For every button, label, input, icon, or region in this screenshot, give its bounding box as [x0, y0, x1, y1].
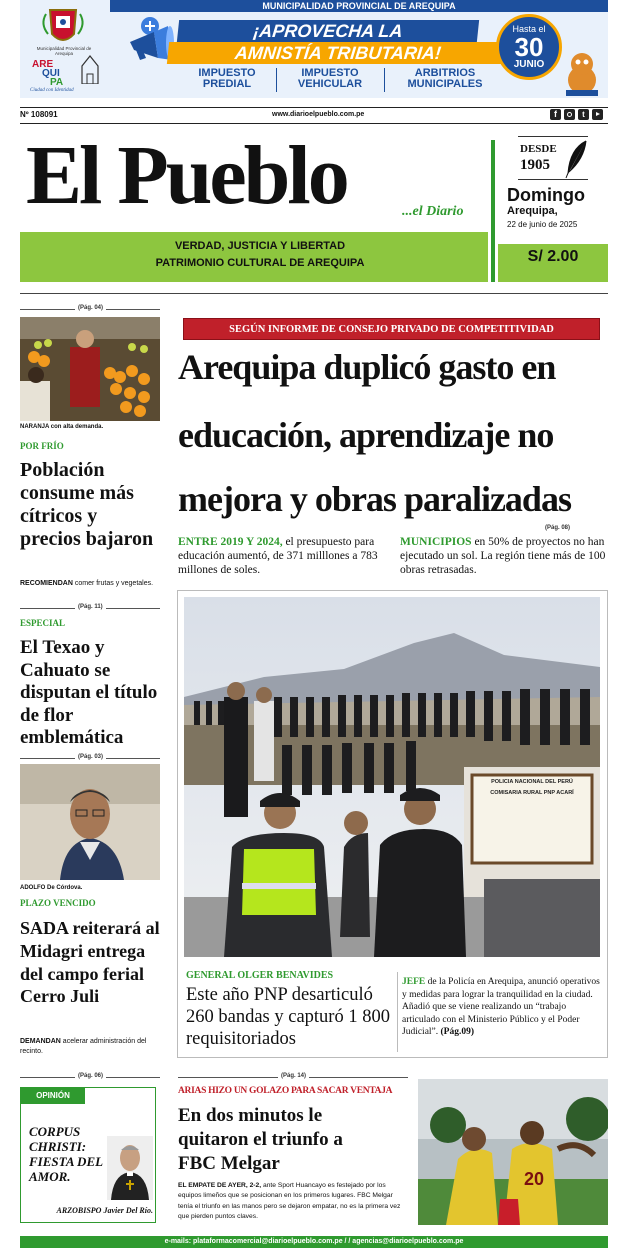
- opinion-box[interactable]: [20, 1087, 156, 1223]
- main-page-ref: (Pág. 08): [542, 525, 573, 531]
- opinion-title: CORPUS CHRISTI: FIESTA DEL AMOR.: [29, 1124, 103, 1184]
- archbishop-photo: [107, 1136, 153, 1200]
- mascot-illustration: [560, 46, 604, 96]
- opinion-author: ARZOBISPO Javier Del Río.: [56, 1206, 153, 1215]
- police-parade-photo[interactable]: [184, 597, 600, 957]
- sports-headline[interactable]: En dos minutos le quitaron el triunfo a FBC Melgar: [178, 1105, 343, 1174]
- story2-headline[interactable]: El Texao y Cahuato se disputan el título de flor emblemática: [20, 637, 158, 748]
- police-text: [402, 976, 602, 1039]
- story3-photo-caption: ADOLFO De Córdova.: [20, 885, 83, 891]
- issue-city: Arequipa,: [507, 205, 558, 217]
- masthead-title: El Pueblo: [26, 129, 347, 222]
- main-headline-line2[interactable]: educación, aprendizaje no: [178, 415, 554, 455]
- heritage-line: PATRIMONIO CULTURAL DE AREQUIPA: [155, 257, 365, 269]
- police-sign-line2: COMISARIA RURAL PNP ACARÍ: [490, 790, 574, 796]
- municipality-logo: [38, 4, 88, 48]
- masthead-subtitle: ...el Diario: [402, 204, 464, 219]
- ad-headline-line1: ¡APROVECHA LA: [177, 20, 479, 42]
- main-col1: [178, 535, 386, 577]
- ad-banner[interactable]: [20, 0, 608, 98]
- ad-item-predial: IMPUESTO PREDIAL: [198, 67, 256, 90]
- story3-kicker: PLAZO VENCIDO: [20, 898, 96, 908]
- fruit-market-photo: [20, 317, 160, 421]
- sports-kicker: ARIAS HIZO UN GOLAZO PARA SACAR VENTAJA: [178, 1086, 393, 1096]
- ad-headline-line2: AMNISTÍA TRIBUTARIA!: [167, 42, 509, 64]
- city-logo-line2: QUI: [42, 68, 60, 79]
- social-icons: [550, 109, 608, 121]
- page-ref-story2: (Pág. 11): [75, 604, 106, 610]
- deadline-prefix: Hasta el: [512, 24, 546, 34]
- police-headline[interactable]: Este año PNP desarticuló 260 bandas y capturó 1 800 requisitoriados: [186, 985, 390, 1049]
- deadline-day: 30: [514, 32, 544, 62]
- page-ref-story3: (Pág. 03): [75, 754, 106, 760]
- main-headline-line1[interactable]: Arequipa duplicó gasto en: [178, 347, 556, 387]
- since-label: DESDE: [520, 143, 557, 155]
- police-kicker: GENERAL OLGER BENAVIDES: [186, 970, 334, 981]
- sports-lead-bold: EL EMPATE DE AYER, 2-2,: [178, 1182, 262, 1189]
- story1-photo-caption: NARANJA con alta demanda.: [20, 424, 104, 430]
- issue-date: 22 de junio de 2025: [507, 220, 578, 229]
- main-col1-bold: ENTRE 2019 Y 2024,: [178, 536, 283, 548]
- municipality-label: MUNICIPALIDAD PROVINCIAL DE AREQUIPA: [110, 0, 608, 12]
- sports-lead: [178, 1181, 408, 1222]
- price: S/ 2.00: [527, 248, 579, 265]
- story1-lead-bold: RECOMIENDAN: [20, 580, 73, 587]
- website-link[interactable]: www.diarioelpueblo.com.pe: [272, 111, 365, 118]
- instagram-icon[interactable]: [564, 109, 575, 120]
- deadline-badge: [496, 14, 562, 80]
- story1-headline[interactable]: Población consume más cítricos y precios bajaron: [20, 459, 154, 550]
- main-col1-text: el presupuesto para educación aumentó, de 371 milllones a 783 millones de soles.: [178, 536, 378, 576]
- police-sign-line1: POLICIA NACIONAL DEL PERÚ: [491, 779, 573, 785]
- story3-headline[interactable]: SADA reiterará al Midagri entrega del campo ferial Cerro Juli: [20, 918, 160, 1007]
- city-logo-line3: PA: [50, 77, 64, 88]
- issue-weekday: Domingo: [507, 185, 585, 205]
- city-slogan: Ciudad con Identidad: [30, 88, 74, 93]
- footer-emails: e-mails: plataformacomercial@diarioelpueblo.com.pe / / agencias@diarioelpueblo.com.pe: [20, 1236, 608, 1248]
- main-headline-line3[interactable]: mejora y obras paralizadas: [178, 479, 571, 519]
- twitter-icon[interactable]: t: [578, 109, 589, 120]
- issue-number: Nº 108091: [20, 110, 58, 119]
- main-col2: [400, 535, 608, 577]
- sports-page-ref: (Pág. 14): [278, 1073, 309, 1079]
- quill-icon: [562, 139, 588, 179]
- adolfo-cordova-photo: [20, 764, 160, 880]
- youtube-icon[interactable]: [592, 109, 603, 120]
- facebook-icon[interactable]: f: [550, 109, 561, 120]
- motto-line: VERDAD, JUSTICIA Y LIBERTAD: [174, 240, 346, 252]
- ad-item-vehicular: IMPUESTO VEHICULAR: [297, 67, 363, 90]
- masthead-divider: [491, 140, 495, 282]
- police-page-ref: (Pág.09): [440, 1027, 475, 1037]
- since-year: 1905: [520, 157, 550, 173]
- story3-lead-text: acelerar administración del recinto.: [20, 1038, 147, 1055]
- sports-lead-text: ante Sport Huancayo es festejado por los equipos limeños que se posicionan en los primeros lugares. FBC Melgar tenía el triunfo en las manos pero se dejaron empatar, no es la primera vez que pierden puntos claves.: [178, 1182, 401, 1220]
- story2-kicker: ESPECIAL: [20, 618, 66, 628]
- church-icon: [78, 54, 102, 84]
- story3-lead-bold: DEMANDAN: [20, 1038, 61, 1045]
- story1-kicker: POR FRÍO: [20, 441, 64, 451]
- page-ref-story1: (Pág. 04): [75, 305, 106, 311]
- story3-lead: [20, 1037, 160, 1057]
- police-text-body: de la Policía en Arequipa, anunció operativos y medidas para lograr la tranquilidad en la ciudad. Añadió que se viene realizando un “trabajo articulado con el Ministerio Público y el Poder Judicial”.: [402, 977, 600, 1037]
- ad-item-arbitrios: ARBITRIOS MUNICIPALES: [407, 67, 483, 90]
- main-col2-text: en 50% de proyectos no han ejecutado un sol. La región tiene más de 100 obras retrasadas.: [400, 536, 606, 576]
- main-col2-bold: MUNICIPIOS: [400, 536, 472, 548]
- page-ref-opinion: (Pág. 06): [75, 1073, 106, 1079]
- deadline-month: JUNIO: [513, 59, 545, 70]
- opinion-label: OPINIÓN: [21, 1088, 85, 1104]
- story1-lead-text: comer frutas y vegetales.: [74, 580, 154, 587]
- police-text-bold: JEFE: [402, 977, 426, 987]
- since-badge: [518, 136, 588, 180]
- football-match-photo[interactable]: [418, 1079, 608, 1225]
- city-logo-line1: ARE: [32, 59, 54, 70]
- municipality-logo-caption: Municipalidad Provincial de Arequipa: [36, 46, 92, 56]
- main-banner: SEGÚN INFORME DE CONSEJO PRIVADO DE COMPETITIVIDAD: [183, 318, 600, 340]
- story1-lead: [20, 579, 160, 589]
- player-number: 20: [524, 1169, 545, 1189]
